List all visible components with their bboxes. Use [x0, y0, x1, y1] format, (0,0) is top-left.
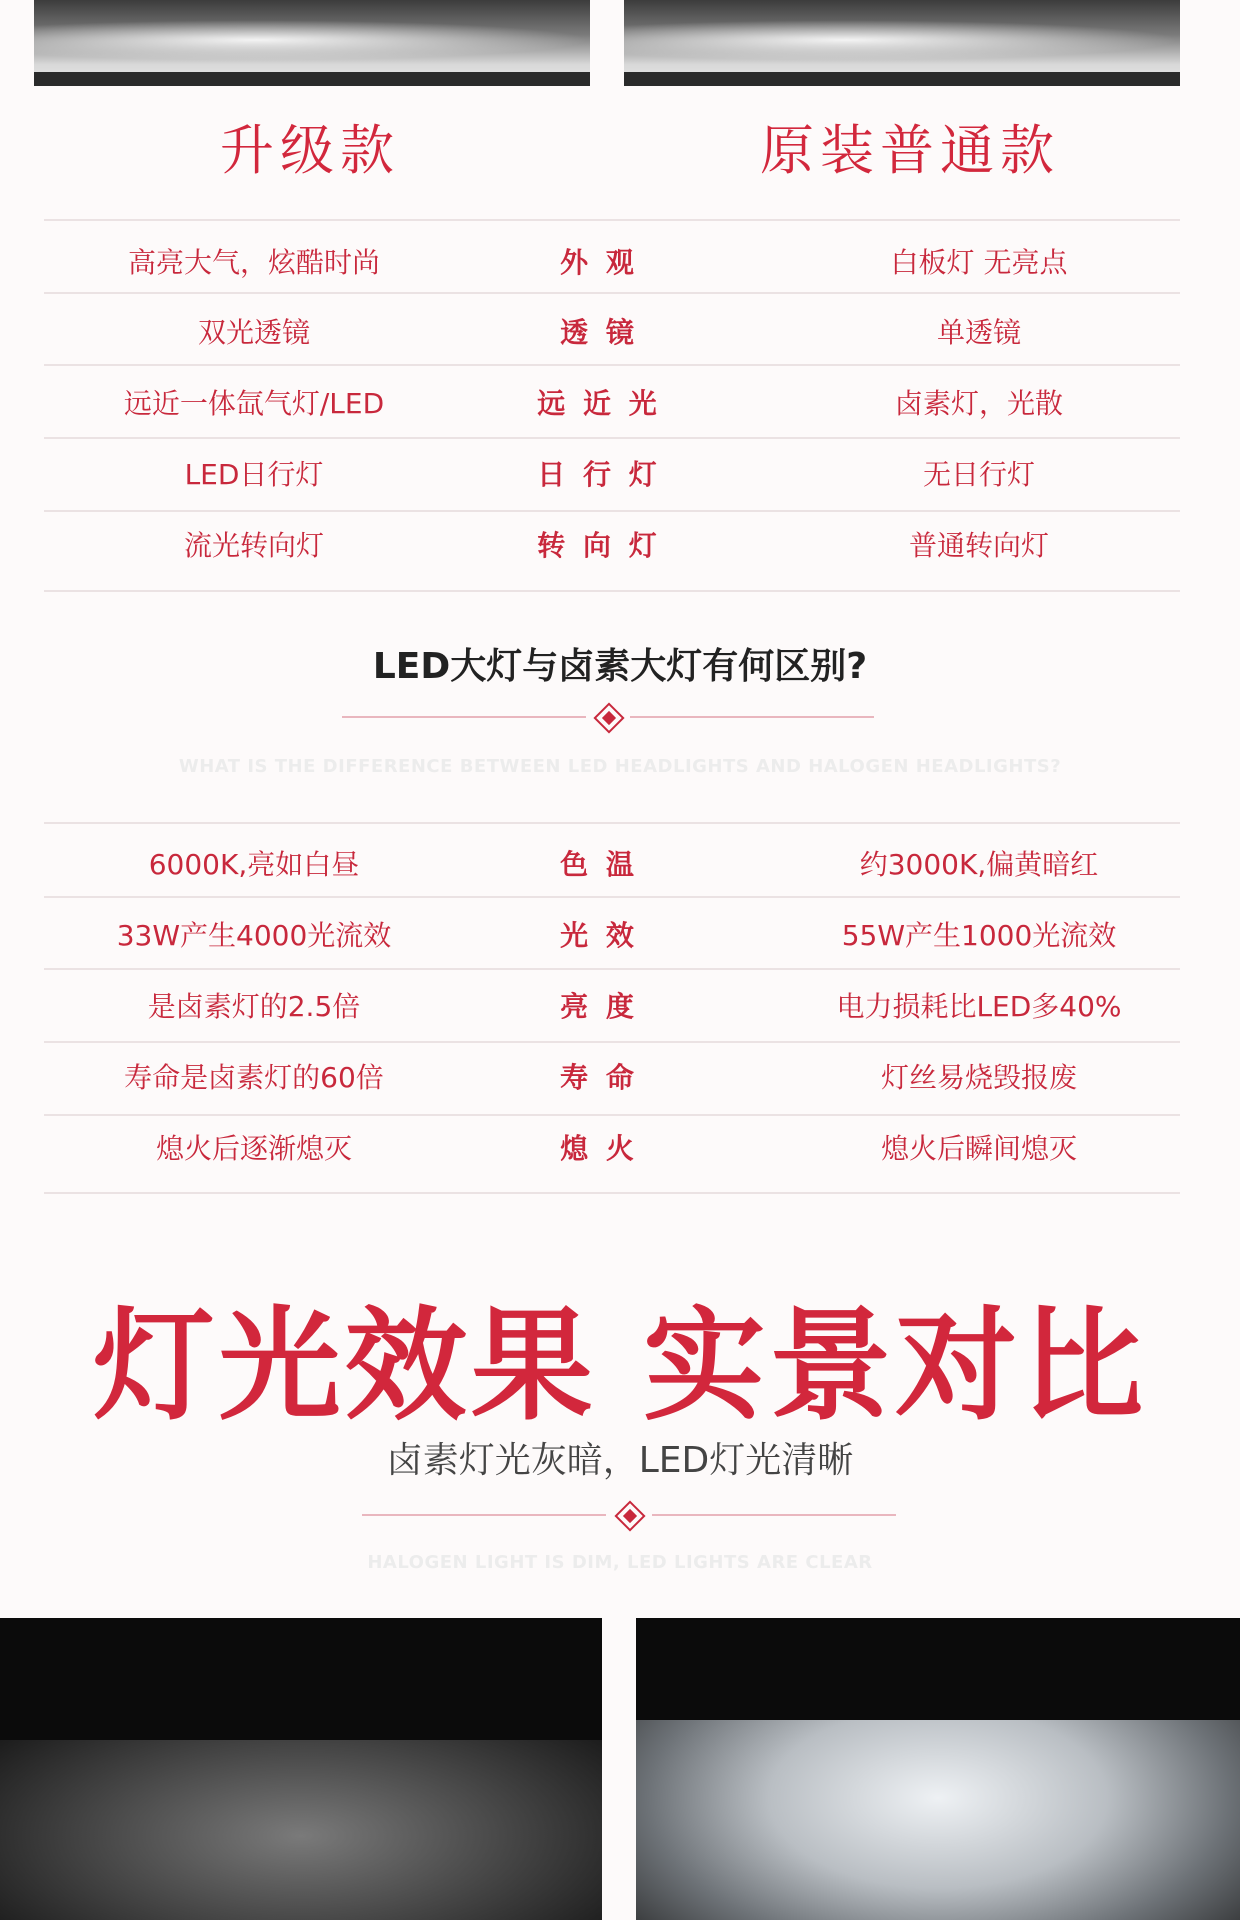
cell-left: LED日行灯: [184, 458, 324, 491]
decor-line-right: [652, 1514, 896, 1516]
cell-mid: 色 温: [560, 848, 638, 881]
cell-left: 是卤素灯的2.5倍: [147, 990, 361, 1023]
cell-mid: 熄 火: [560, 1132, 638, 1165]
cell-left: 高亮大气，炫酷时尚: [127, 246, 380, 279]
cell-mid: 寿 命: [560, 1061, 638, 1094]
cell-right: 灯丝易烧毁报废: [880, 1061, 1077, 1094]
cell-mid: 外 观: [560, 246, 638, 279]
caption-light-compare: 卤素灯光灰暗，LED灯光清晰: [386, 1440, 854, 1481]
cell-left: 6000K,亮如白昼: [148, 848, 360, 881]
cell-mid: 光 效: [560, 919, 638, 952]
cell-left: 寿命是卤素灯的60倍: [124, 1061, 384, 1094]
table-row: [44, 438, 1180, 508]
header-upgrade: 升级款: [220, 119, 400, 182]
diamond-icon: [593, 702, 624, 733]
section-title-difference: LED大灯与卤素大灯有何区别?: [372, 646, 868, 687]
photo-led-night: [636, 1618, 1240, 1920]
cell-left: 33W产生4000光流效: [116, 919, 392, 952]
cell-left: 流光转向灯: [183, 529, 324, 562]
cell-left: 双光透镜: [197, 316, 310, 349]
cell-mid: 亮 度: [560, 990, 638, 1023]
cell-right: 熄火后瞬间熄灭: [880, 1132, 1077, 1165]
section-subtitle-en: HALOGEN LIGHT IS DIM, LED LIGHTS ARE CLEAR: [367, 1552, 873, 1573]
cell-right: 无日行灯: [922, 458, 1035, 491]
cell-mid: 日 行 灯: [537, 458, 661, 491]
cell-mid: 转 向 灯: [537, 529, 661, 562]
decor-line-left: [362, 1514, 606, 1516]
table-row: [44, 1041, 1180, 1111]
cell-left: 熄火后逐渐熄灭: [155, 1132, 352, 1165]
cell-right: 单透镜: [936, 316, 1021, 349]
cell-right: 白板灯 无亮点: [890, 246, 1068, 279]
table-row: [44, 899, 1180, 969]
photo-halogen-night: [0, 1618, 602, 1920]
table-row: [44, 509, 1180, 579]
cell-right: 普通转向灯: [908, 529, 1049, 562]
cell-left: 远近一体氙气灯/LED: [123, 387, 385, 420]
section-subtitle-en: WHAT IS THE DIFFERENCE BETWEEN LED HEADLIGHTS AND HALOGEN HEADLIGHTS?: [178, 756, 1062, 777]
cell-right: 卤素灯，光散: [894, 387, 1063, 420]
big-title-light-effect: 灯光效果 实景对比: [92, 1295, 1148, 1437]
diamond-icon: [614, 1500, 645, 1531]
table-row: [44, 828, 1180, 898]
table-row: [44, 296, 1180, 366]
top-photo-left: [34, 0, 590, 86]
top-photo-right: [624, 0, 1180, 86]
cell-right: 约3000K,偏黄暗红: [859, 848, 1099, 881]
cell-mid: 远 近 光: [537, 387, 661, 420]
table-row: [44, 367, 1180, 437]
header-original: 原装普通款: [760, 119, 1060, 182]
decor-line-right: [630, 716, 874, 718]
cell-right: 电力损耗比LED多40%: [836, 990, 1122, 1023]
decor-line-left: [342, 716, 586, 718]
table-row: [44, 1112, 1180, 1182]
cell-mid: 透 镜: [560, 316, 638, 349]
cell-right: 55W产生1000光流效: [841, 919, 1117, 952]
table-row: [44, 970, 1180, 1040]
table-row: [44, 226, 1180, 296]
